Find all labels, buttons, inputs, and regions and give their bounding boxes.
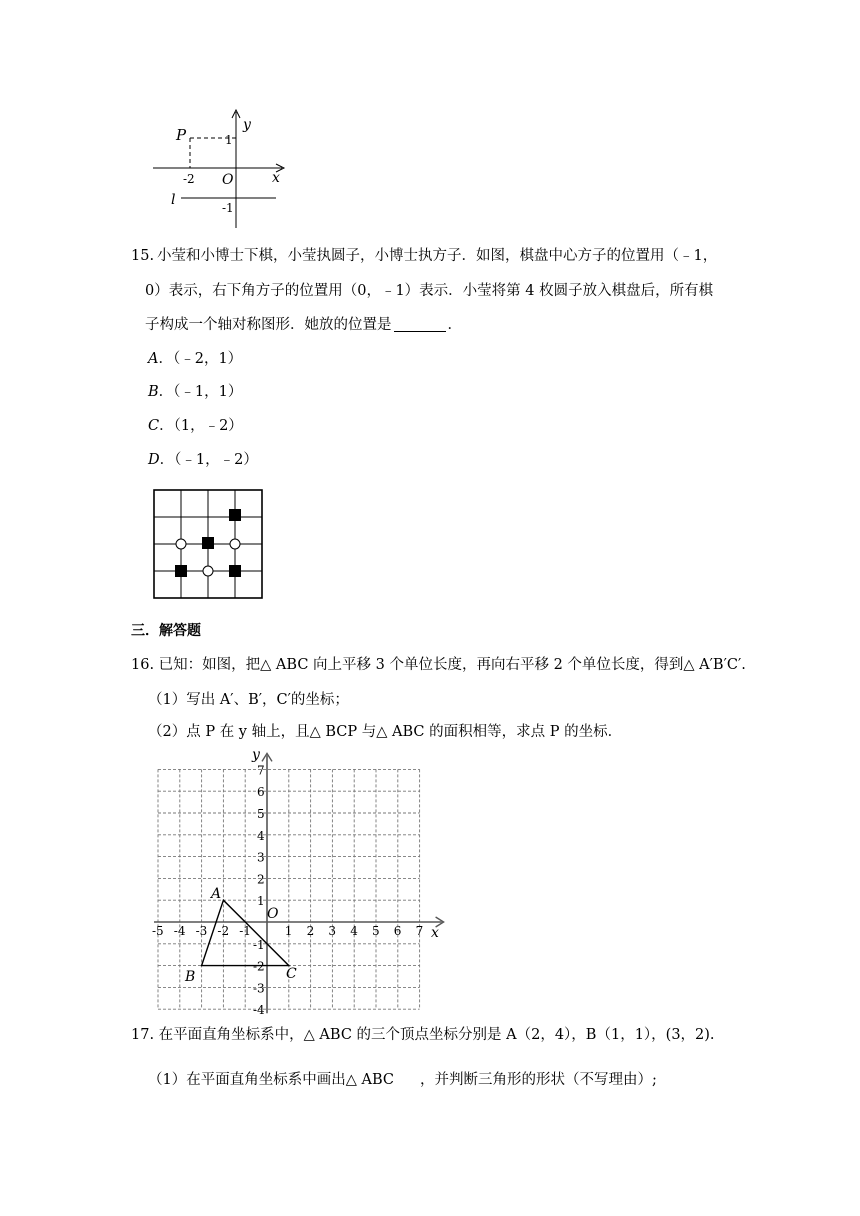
y-tick-label: 7 <box>257 763 265 778</box>
q14-coordinate-figure <box>145 104 290 234</box>
q17-sub1-end: ，并判断三角形的形状（不写理由）; <box>419 1072 657 1088</box>
square-piece <box>202 537 214 549</box>
tick-neg1: -1 <box>222 201 234 215</box>
x-tick-label: 4 <box>350 924 358 938</box>
square-piece <box>175 565 187 577</box>
q15-option-d[interactable] <box>148 450 258 470</box>
q15-line1: 小莹和小博士下棋，小莹执圆子，小博士执方子．如图，棋盘中心方子的位置用（﹣1， <box>157 248 718 264</box>
answer-blank[interactable] <box>394 331 446 332</box>
q16-sub1: （1）写出 A′、B′，C′的坐标； <box>148 692 349 708</box>
q17-sub1-text: （1）在平面直角坐标系中画出△ ABC <box>148 1072 394 1088</box>
q16-line1: 16. 已知：如图，把△ ABC 向上平移 3 个单位长度，再向右平移 2 个单位长度，得到△ A′B′C′. <box>131 657 746 673</box>
q16-coordinate-grid-figure <box>145 744 450 1016</box>
origin-label: O <box>267 906 279 922</box>
option-letter: C <box>148 418 160 434</box>
q15-number: 15. <box>131 248 155 264</box>
q15-option-b[interactable] <box>148 382 242 402</box>
x-tick-label: -1 <box>239 924 251 938</box>
vertex-label-b: B <box>185 969 196 985</box>
round-piece <box>230 539 240 549</box>
label-y: y <box>243 117 251 133</box>
vertex-label-c: C <box>286 966 297 982</box>
q15-line3-text: 子构成一个轴对称图形．她放的位置是 <box>145 317 392 333</box>
y-tick-label: -4 <box>253 1003 265 1016</box>
axis-label-x: x <box>431 925 439 941</box>
label-x: x <box>272 170 280 186</box>
square-piece <box>229 509 241 521</box>
y-tick-label: -2 <box>253 959 265 974</box>
q15-option-c[interactable] <box>148 416 243 436</box>
option-letter: B <box>148 384 159 400</box>
q17-line1: 17. 在平面直角坐标系中，△ ABC 的三个顶点坐标分别是 A（2，4），B（1，1），(3，2). <box>131 1027 715 1043</box>
label-o: O <box>222 172 234 188</box>
x-tick-label: -2 <box>217 924 230 938</box>
y-tick-label: 1 <box>257 894 265 909</box>
round-piece <box>203 566 213 576</box>
q15-chessboard-figure <box>150 486 266 602</box>
q17-sub1 <box>148 1070 657 1090</box>
y-tick-label: -3 <box>253 981 265 996</box>
y-tick-label: 5 <box>257 807 265 821</box>
option-letter: D <box>148 452 160 468</box>
x-tick-label: 5 <box>372 924 380 938</box>
label-l: l <box>171 192 176 208</box>
q15-line3 <box>145 315 462 335</box>
y-tick-labels <box>253 763 265 1016</box>
y-tick-label: 3 <box>257 850 265 865</box>
axis-label-y: y <box>252 747 260 763</box>
q15-option-a[interactable] <box>148 349 242 369</box>
axes <box>154 753 444 1013</box>
round-piece <box>176 539 186 549</box>
q15-line3-end: ． <box>447 317 462 333</box>
tick-neg2: -2 <box>183 172 195 186</box>
y-tick-label: 2 <box>257 872 265 887</box>
label-p: P <box>176 126 187 144</box>
x-tick-label: 3 <box>328 924 337 938</box>
x-tick-label: 7 <box>415 924 424 938</box>
option-text: ．（﹣2，1） <box>158 351 243 367</box>
section-title: 三．解答题 <box>131 623 201 639</box>
option-text: ．（﹣1，﹣2） <box>159 452 258 468</box>
y-tick-label: -1 <box>253 937 265 952</box>
y-tick-label: 6 <box>257 785 265 800</box>
vertex-label-a: A <box>211 886 222 902</box>
x-tick-label: 1 <box>284 924 293 938</box>
x-tick-labels <box>152 924 423 938</box>
q15-line2: 0）表示，右下角方子的位置用（0，﹣1）表示．小莹将第 4 枚圆子放入棋盘后，所有棋 <box>145 283 714 299</box>
x-tick-label: 6 <box>393 924 402 938</box>
x-tick-label: -3 <box>195 924 208 938</box>
option-letter: A <box>148 351 159 367</box>
square-piece <box>229 565 241 577</box>
x-tick-label: -5 <box>152 924 164 938</box>
tick-pos1: 1 <box>225 133 233 147</box>
x-tick-label: -4 <box>173 924 186 938</box>
x-tick-label: 2 <box>306 924 315 938</box>
q16-sub2: （2）点 P 在 y 轴上，且△ BCP 与△ ABC 的面积相等，求点 P 的坐标． <box>148 724 623 740</box>
option-text: ．（﹣1，1） <box>158 384 243 400</box>
option-text: ．（1，﹣2） <box>159 418 243 434</box>
y-tick-label: 4 <box>257 828 265 843</box>
